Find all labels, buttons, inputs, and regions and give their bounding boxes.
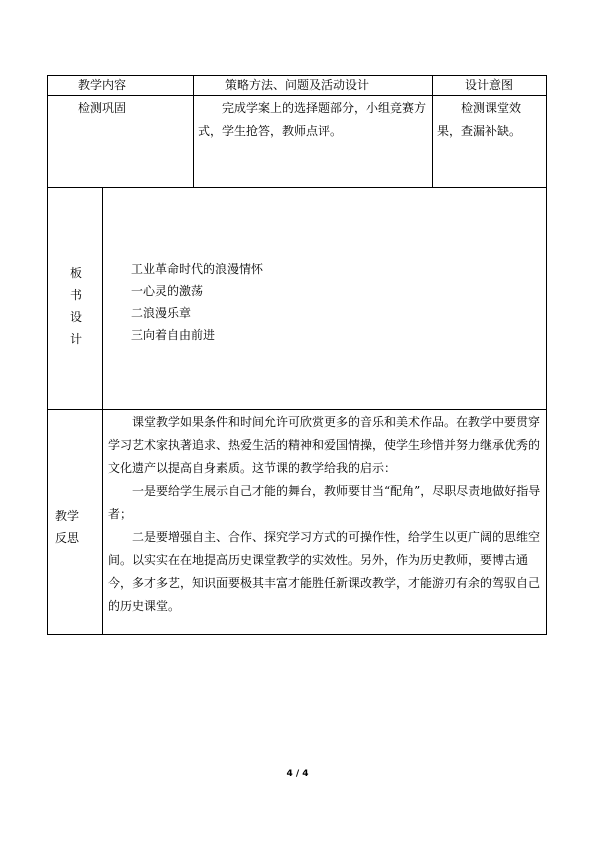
board-label-char: 板 [69,266,82,280]
table-border-left [47,75,48,635]
reflection-paragraph: 一是要给学生展示自己才能的舞台，教师要甘当“配角”，尽职尽责地做好指导者； [108,484,541,521]
header-teaching-content: 教学内容 [78,78,127,92]
row1-strategy: 完成学案上的选择题部分，小组竞赛方式，学生抢答，教师点评。 [198,101,427,138]
table-col-divider-1 [193,75,194,188]
reflection-body [108,411,542,618]
table-rule-board [47,409,547,410]
board-label-char: 书 [69,288,82,302]
row1-content: 检测巩固 [78,101,127,115]
reflection-label-line: 反思 [55,531,80,545]
board-line: 工业革命时代的浪漫情怀 [131,262,264,276]
reflection-paragraph: 课堂教学如果条件和时间允许可欣赏更多的音乐和美术作品。在教学中要贯穿学习艺术家执著追求、热爱生活的精神和爱国情操，使学生珍惜并努力继承优秀的文化遗产以提高自身素质。这节课的教学给我的启示： [108,415,541,475]
header-design-intent: 设计意图 [465,78,514,92]
reflection-label-line: 教学 [55,509,80,523]
table-rule-row1 [47,187,547,188]
board-line: 三向着自由前进 [131,328,216,342]
reflection-paragraph: 二是要增强自主、合作、探究学习方式的可操作性，给学生以更广阔的思维空间。以实实在在地提高历史课堂教学的实效性。另外，作为历史教师，要博古通今，多才多艺，知识面要极其丰富才能胜任新课改教学，才能游刃有余的驾驭自己的历史课堂。 [108,530,541,613]
board-label-char: 设 [69,310,82,324]
table-rule-header [47,95,547,96]
board-line: 二浪漫乐章 [131,306,192,320]
table-label-divider [102,187,103,635]
table-col-divider-2 [432,75,433,188]
board-line: 一心灵的激荡 [131,284,204,298]
row1-intent: 检测课堂效果，查漏补缺。 [437,101,522,138]
reflection-label [55,505,99,549]
page-number: 4 / 4 [286,769,309,779]
board-label-char: 计 [69,332,82,346]
table-border-right [546,75,547,635]
header-strategy: 策略方法、问题及活动设计 [225,78,370,92]
table-border-bottom [47,634,547,635]
